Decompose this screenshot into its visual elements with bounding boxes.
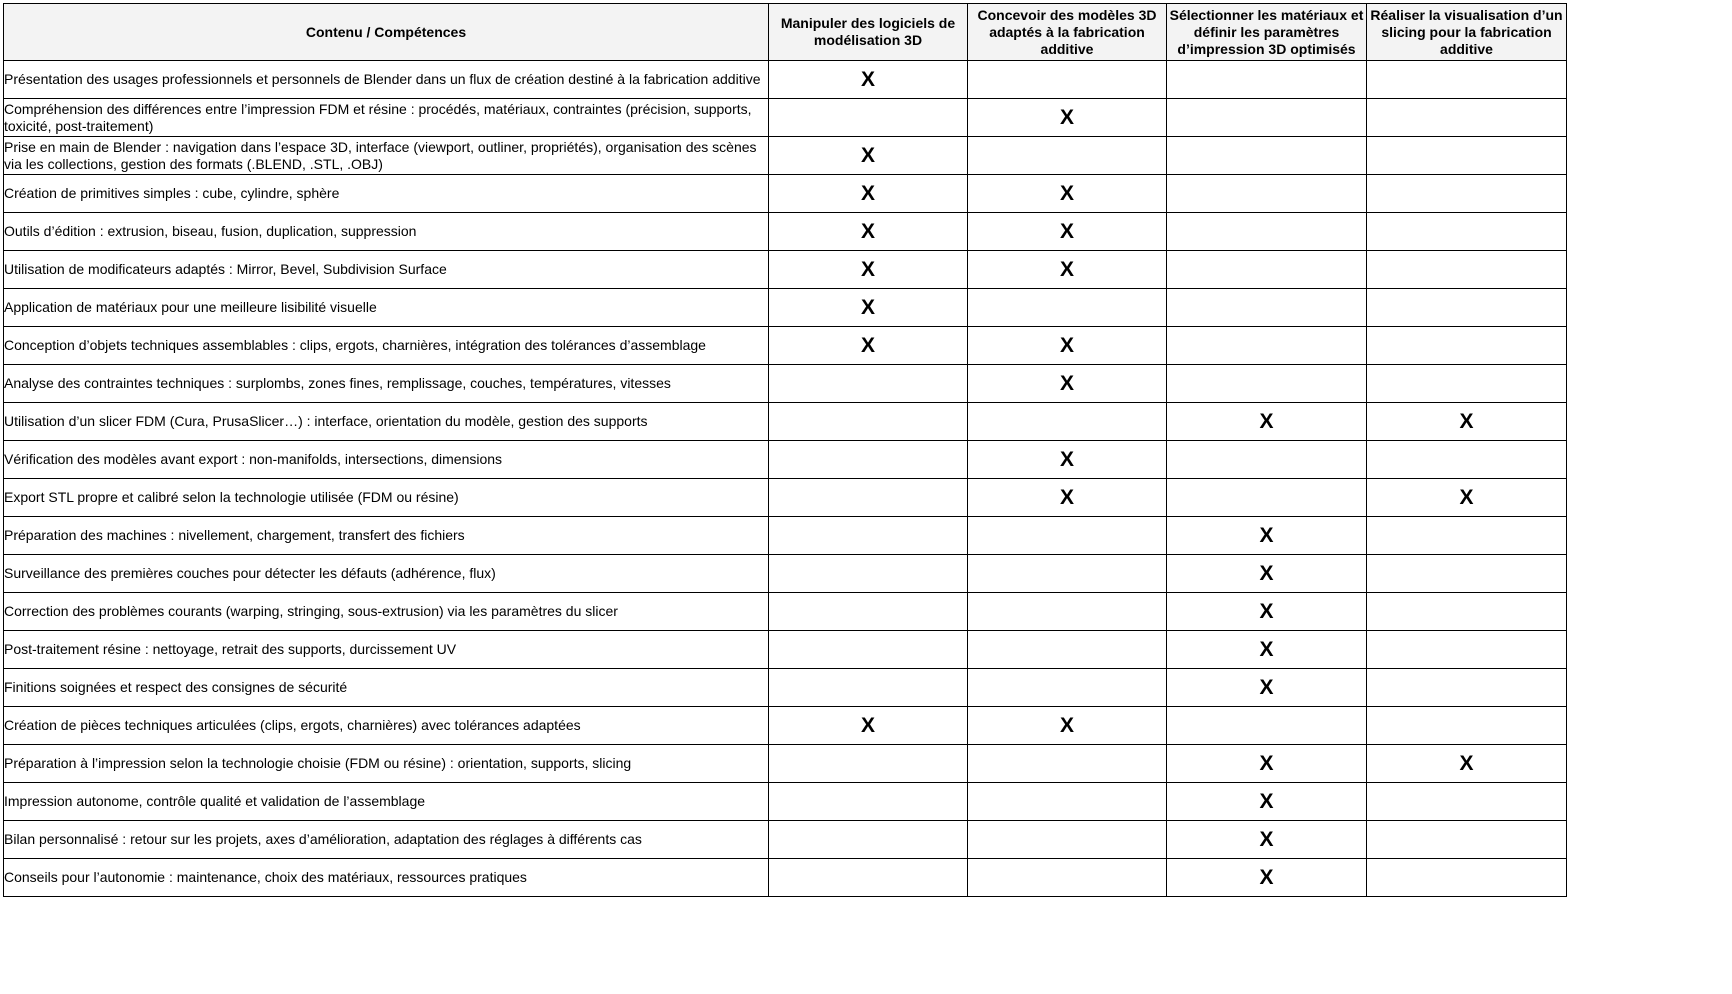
row-topic: Outils d’édition : extrusion, biseau, fusion, duplication, suppression: [4, 213, 769, 251]
row-topic: Vérification des modèles avant export : non-manifolds, intersections, dimensions: [4, 441, 769, 479]
mark-modeling-software: [769, 441, 968, 479]
mark-slicing-visualisation: [1367, 859, 1567, 897]
table-row: [4, 707, 1567, 745]
table-row: [4, 365, 1567, 403]
mark-design-additive: X: [968, 251, 1167, 289]
table-header: [4, 4, 1567, 61]
mark-materials-parameters: X: [1167, 555, 1367, 593]
mark-slicing-visualisation: [1367, 593, 1567, 631]
mark-slicing-visualisation: [1367, 213, 1567, 251]
mark-design-additive: [968, 555, 1167, 593]
mark-modeling-software: X: [769, 289, 968, 327]
row-topic: Préparation à l’impression selon la technologie choisie (FDM ou résine) : orientation, supports, slicing: [4, 745, 769, 783]
mark-materials-parameters: X: [1167, 403, 1367, 441]
mark-modeling-software: [769, 365, 968, 403]
competency-matrix-table: [3, 3, 1567, 897]
mark-materials-parameters: [1167, 137, 1367, 175]
mark-slicing-visualisation: [1367, 289, 1567, 327]
mark-slicing-visualisation: [1367, 365, 1567, 403]
row-topic: Création de pièces techniques articulées (clips, ergots, charnières) avec tolérances adaptées: [4, 707, 769, 745]
header-skill-design-additive: Concevoir des modèles 3D adaptés à la fabrication additive: [968, 4, 1167, 61]
mark-slicing-visualisation: X: [1367, 479, 1567, 517]
mark-slicing-visualisation: [1367, 99, 1567, 137]
mark-modeling-software: [769, 783, 968, 821]
mark-materials-parameters: X: [1167, 859, 1367, 897]
mark-modeling-software: [769, 745, 968, 783]
row-topic: Conception d’objets techniques assemblables : clips, ergots, charnières, intégration des tolérances d’assemblage: [4, 327, 769, 365]
mark-slicing-visualisation: [1367, 327, 1567, 365]
mark-design-additive: X: [968, 365, 1167, 403]
mark-materials-parameters: [1167, 175, 1367, 213]
row-topic: Application de matériaux pour une meilleure lisibilité visuelle: [4, 289, 769, 327]
header-content: Contenu / Compétences: [4, 4, 769, 61]
row-topic: Impression autonome, contrôle qualité et validation de l’assemblage: [4, 783, 769, 821]
mark-materials-parameters: X: [1167, 631, 1367, 669]
mark-materials-parameters: [1167, 213, 1367, 251]
row-topic: Conseils pour l’autonomie : maintenance, choix des matériaux, ressources pratiques: [4, 859, 769, 897]
table-row: [4, 479, 1567, 517]
mark-modeling-software: [769, 821, 968, 859]
mark-design-additive: [968, 745, 1167, 783]
mark-slicing-visualisation: [1367, 669, 1567, 707]
table-row: [4, 441, 1567, 479]
mark-design-additive: X: [968, 441, 1167, 479]
mark-design-additive: [968, 61, 1167, 99]
mark-slicing-visualisation: X: [1367, 403, 1567, 441]
mark-design-additive: X: [968, 707, 1167, 745]
table-row: [4, 783, 1567, 821]
table-row: [4, 99, 1567, 137]
mark-slicing-visualisation: [1367, 441, 1567, 479]
row-topic: Utilisation d’un slicer FDM (Cura, PrusaSlicer…) : interface, orientation du modèle, gestion des supports: [4, 403, 769, 441]
mark-design-additive: [968, 783, 1167, 821]
mark-design-additive: [968, 669, 1167, 707]
mark-design-additive: [968, 821, 1167, 859]
table-row: [4, 859, 1567, 897]
table-row: [4, 555, 1567, 593]
mark-materials-parameters: X: [1167, 517, 1367, 555]
table-row: [4, 517, 1567, 555]
table-row: [4, 137, 1567, 175]
row-topic: Finitions soignées et respect des consignes de sécurité: [4, 669, 769, 707]
row-topic: Présentation des usages professionnels et personnels de Blender dans un flux de création destiné à la fabrication additive: [4, 61, 769, 99]
mark-design-additive: X: [968, 213, 1167, 251]
table-row: [4, 631, 1567, 669]
mark-materials-parameters: X: [1167, 783, 1367, 821]
row-topic: Analyse des contraintes techniques : surplombs, zones fines, remplissage, couches, températures, vitesses: [4, 365, 769, 403]
mark-materials-parameters: X: [1167, 821, 1367, 859]
mark-modeling-software: [769, 669, 968, 707]
mark-modeling-software: X: [769, 707, 968, 745]
mark-modeling-software: [769, 99, 968, 137]
header-skill-modeling-software: Manipuler des logiciels de modélisation 3D: [769, 4, 968, 61]
mark-slicing-visualisation: [1367, 251, 1567, 289]
table-row: [4, 745, 1567, 783]
row-topic: Utilisation de modificateurs adaptés : Mirror, Bevel, Subdivision Surface: [4, 251, 769, 289]
row-topic: Compréhension des différences entre l’impression FDM et résine : procédés, matériaux, contraintes (précision, supports, toxicité, post-traitement): [4, 99, 769, 137]
row-topic: Préparation des machines : nivellement, chargement, transfert des fichiers: [4, 517, 769, 555]
mark-modeling-software: X: [769, 327, 968, 365]
mark-design-additive: [968, 137, 1167, 175]
table-row: [4, 821, 1567, 859]
header-skill-slicing-visualisation: Réaliser la visualisation d’un slicing pour la fabrication additive: [1367, 4, 1567, 61]
mark-modeling-software: [769, 859, 968, 897]
mark-design-additive: X: [968, 327, 1167, 365]
table-row: [4, 289, 1567, 327]
mark-slicing-visualisation: [1367, 137, 1567, 175]
mark-modeling-software: X: [769, 61, 968, 99]
mark-slicing-visualisation: [1367, 631, 1567, 669]
mark-design-additive: [968, 631, 1167, 669]
mark-materials-parameters: X: [1167, 745, 1367, 783]
table-row: [4, 593, 1567, 631]
row-topic: Bilan personnalisé : retour sur les projets, axes d’amélioration, adaptation des réglages à différents cas: [4, 821, 769, 859]
mark-materials-parameters: [1167, 251, 1367, 289]
mark-materials-parameters: [1167, 365, 1367, 403]
mark-modeling-software: [769, 555, 968, 593]
mark-materials-parameters: X: [1167, 669, 1367, 707]
mark-materials-parameters: [1167, 707, 1367, 745]
mark-modeling-software: [769, 479, 968, 517]
mark-materials-parameters: X: [1167, 593, 1367, 631]
mark-design-additive: [968, 403, 1167, 441]
table-row: [4, 61, 1567, 99]
mark-materials-parameters: [1167, 441, 1367, 479]
row-topic: Prise en main de Blender : navigation dans l’espace 3D, interface (viewport, outliner, propriétés), organisation des scènes via les collections, gestion des formats (.BLEND, .STL, .OBJ): [4, 137, 769, 175]
table-row: [4, 327, 1567, 365]
mark-slicing-visualisation: [1367, 707, 1567, 745]
mark-modeling-software: [769, 517, 968, 555]
mark-slicing-visualisation: [1367, 555, 1567, 593]
mark-modeling-software: X: [769, 213, 968, 251]
mark-slicing-visualisation: [1367, 517, 1567, 555]
mark-design-additive: X: [968, 99, 1167, 137]
mark-design-additive: [968, 593, 1167, 631]
mark-slicing-visualisation: [1367, 783, 1567, 821]
mark-modeling-software: X: [769, 175, 968, 213]
mark-modeling-software: X: [769, 251, 968, 289]
mark-design-additive: [968, 289, 1167, 327]
row-topic: Correction des problèmes courants (warping, stringing, sous-extrusion) via les paramètres du slicer: [4, 593, 769, 631]
mark-materials-parameters: [1167, 61, 1367, 99]
mark-modeling-software: [769, 631, 968, 669]
row-topic: Export STL propre et calibré selon la technologie utilisée (FDM ou résine): [4, 479, 769, 517]
row-topic: Surveillance des premières couches pour détecter les défauts (adhérence, flux): [4, 555, 769, 593]
table-row: [4, 403, 1567, 441]
mark-slicing-visualisation: X: [1367, 745, 1567, 783]
mark-materials-parameters: [1167, 479, 1367, 517]
mark-modeling-software: [769, 403, 968, 441]
table-row: [4, 251, 1567, 289]
mark-slicing-visualisation: [1367, 175, 1567, 213]
table-row: [4, 213, 1567, 251]
mark-modeling-software: [769, 593, 968, 631]
mark-design-additive: X: [968, 175, 1167, 213]
mark-materials-parameters: [1167, 327, 1367, 365]
mark-design-additive: [968, 859, 1167, 897]
table-row: [4, 669, 1567, 707]
mark-slicing-visualisation: [1367, 821, 1567, 859]
mark-slicing-visualisation: [1367, 61, 1567, 99]
mark-materials-parameters: [1167, 99, 1367, 137]
row-topic: Post-traitement résine : nettoyage, retrait des supports, durcissement UV: [4, 631, 769, 669]
mark-materials-parameters: [1167, 289, 1367, 327]
header-row: [4, 4, 1567, 61]
table-body: [4, 61, 1567, 897]
table-row: [4, 175, 1567, 213]
mark-design-additive: X: [968, 479, 1167, 517]
header-skill-materials-parameters: Sélectionner les matériaux et définir les paramètres d’impression 3D optimisés: [1167, 4, 1367, 61]
mark-design-additive: [968, 517, 1167, 555]
row-topic: Création de primitives simples : cube, cylindre, sphère: [4, 175, 769, 213]
mark-modeling-software: X: [769, 137, 968, 175]
